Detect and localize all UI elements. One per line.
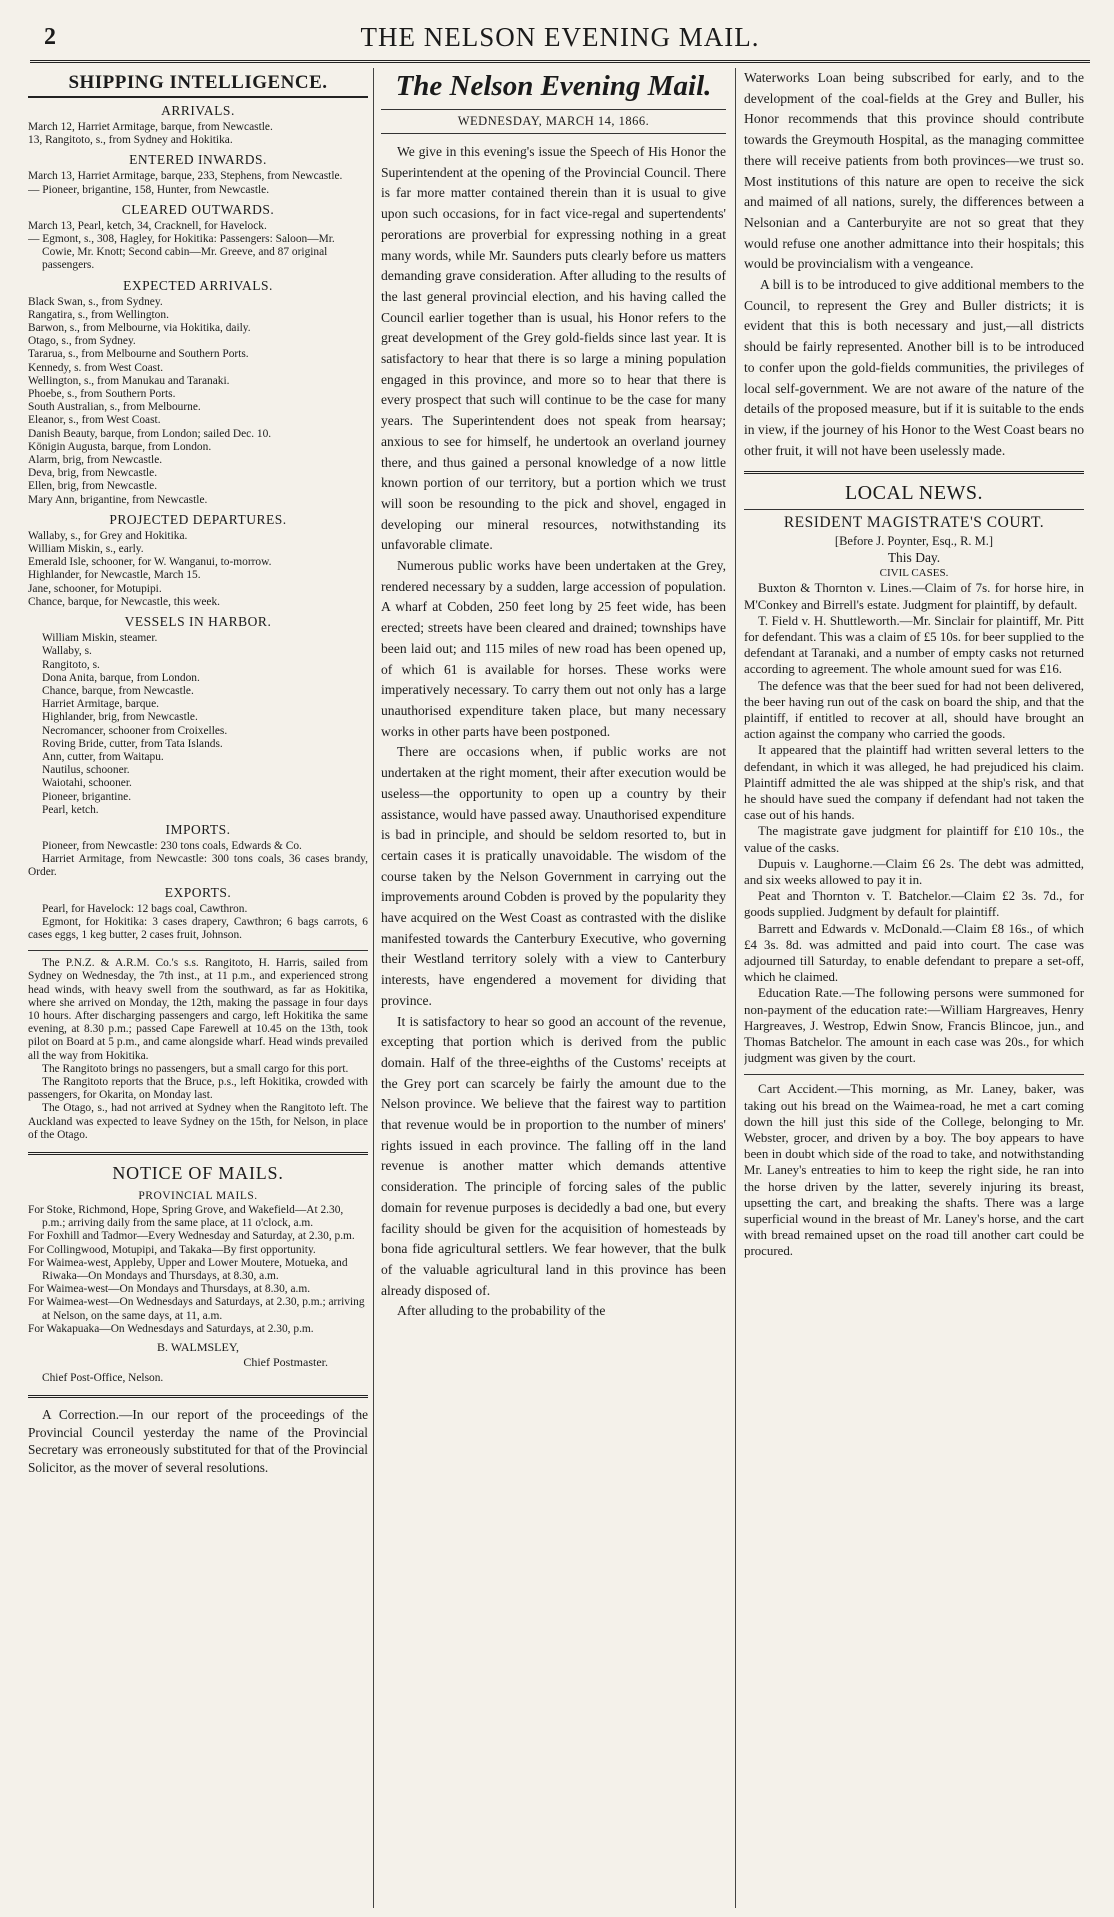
subheading: EXPORTS.: [164, 884, 232, 900]
list-item: Phoebe, s., from Southern Ports.: [28, 388, 176, 401]
list-item: Ann, cutter, from Waitapu.: [42, 750, 164, 763]
section-heading: SHIPPING INTELLIGENCE.: [28, 72, 368, 98]
list-item: — Pioneer, brigantine, 158, Hunter, from Newcastle.: [28, 183, 270, 196]
list-item: Necromancer, schooner from Croixelles.: [42, 724, 228, 737]
list-item: Eleanor, s., from West Coast.: [28, 414, 161, 427]
column-divider: [373, 68, 374, 1908]
list-item: Highlander, for Newcastle, March 15.: [28, 569, 201, 582]
paragraph: The P.N.Z. & A.R.M. Co.'s s.s. Rangitoto, H. Harris, sailed from Sydney on Wednesday, the 7th inst., at 11 p.m., and experienced strong head winds, with heavy swell from the southward, as far as Hokitika, where she arrived on Monday, the 12th, making the passage in four days 10 hours. After discharging passengers and cargo, left Hokitika the same evening, at 8.30 p.m.; passed Cape Farewell at 10.45 on the 13th, took pilot on Board at 5 p.m., and came alongside wharf. Head winds prevailed all the way from Hokitika.: [28, 957, 368, 1062]
list-item: Pioneer, from Newcastle: 230 tons coals, Edwards & Co.: [42, 839, 302, 852]
paragraph: The magistrate gave judgment for plaintiff for £10 10s., the value of the casks.: [744, 824, 1084, 855]
paragraph: Barrett and Edwards v. McDonald.—Claim £8 16s., of which £4 3s. 8d. was admitted and paid into court. The case was adjourned till Saturday, to enable defendant to prepare a set-off, which he claimed.: [744, 921, 1084, 985]
signature-title: Chief Postmaster.: [243, 1355, 328, 1370]
editorial-continued: [744, 68, 1084, 461]
list-item: 13, Rangitoto, s., from Sydney and Hokitika.: [28, 134, 233, 147]
divider: [744, 1074, 1084, 1075]
divider: [28, 1395, 368, 1398]
list-item: Rangitoto, s.: [42, 658, 100, 671]
list-item: Barwon, s., from Melbourne, via Hokitika, daily.: [28, 322, 251, 335]
list: [28, 170, 368, 196]
paragraph: After alluding to the probability of the: [397, 1303, 606, 1319]
list: [28, 632, 368, 817]
list-item: Egmont, for Hokitika: 3 cases drapery, Cawthron; 6 bags carrots, 6 cases eggs, 1 keg butter, 2 cases fruit, Johnson.: [28, 915, 368, 941]
list: [28, 903, 368, 943]
list-item: Kennedy, s. from West Coast.: [28, 361, 164, 374]
list-item: Dona Anita, barque, from London.: [42, 671, 200, 684]
list-item: Jane, schooner, for Motupipi.: [28, 582, 162, 595]
paragraph: There are occasions when, if public works are not undertaken at the right moment, their after execution would be useless—the opportunity to open up a country by their assistance, would have passed away. Unauthorised expenditure is bad in principle, and should be seldom resorted to, but in certain cases it is pratically unavoidable. The wisdom of the course taken by the Nelson Government in carrying out the improvements around Cobden is proved by the popularity they have acquired on the West Coast as contrasted with the dislike manifested towards the Canterbury Executive, who governing their Westland territory solely with a view to Canterbury interests, have engendered a movement for dividing that province.: [381, 744, 726, 1008]
subheading: PROVINCIAL MAILS.: [138, 1190, 258, 1202]
list-item: For Collingwood, Motupipi, and Takaka—By first opportunity.: [28, 1243, 316, 1256]
subheading: ARRIVALS.: [161, 103, 235, 118]
paragraph: Buxton & Thornton v. Lines.—Claim of 7s. for horse hire, in M'Conkey and Birrell's estate. Judgment for plaintiff, by default.: [744, 581, 1084, 612]
paragraph: A Correction.—In our report of the proceedings of the Provincial Council yesterday the name of the Provincial Secretary was erroneously substituted for that of the Provincial Solicitor, as the mover of several resolutions.: [28, 1407, 368, 1475]
paragraph: Waterworks Loan being subscribed for early, and to the development of the coal-fields at the Grey and Buller, his Honor recommends that this province should contribute towards the Greymouth Hospital, as the managing committee there will receive patients from both provinces—we trust so. Most institutions of this nature are open to receive the sick and maimed of all nations, surely, the differences between a Nelsonian and a Canterburyite are not so great that they would refuse one another admittance into their hospitals; this would be provincialism with a vengeance.: [744, 70, 1084, 272]
paragraph: Peat and Thornton v. T. Batchelor.—Claim £2 3s. 7d., for goods supplied. Judgment by default for plaintiff.: [744, 889, 1084, 920]
list-item: Emerald Isle, schooner, for W. Wanganui, to-morrow.: [28, 556, 272, 569]
list: [28, 121, 368, 147]
list-item: South Australian, s., from Melbourne.: [28, 401, 201, 414]
paper-title: THE NELSON EVENING MAIL.: [360, 22, 760, 52]
list: [28, 530, 368, 609]
section-heading: NOTICE OF MAILS.: [112, 1163, 284, 1183]
list-item: Highlander, brig, from Newcastle.: [42, 711, 198, 724]
list-item: Harriet Armitage, barque.: [42, 698, 160, 711]
list-item: Mary Ann, brigantine, from Newcastle.: [28, 493, 208, 506]
list-item: — Egmont, s., 308, Hagley, for Hokitika: Passengers: Saloon—Mr. Cowie, Mr. Knott; Second cabin—Mr. Greeve, and 87 original passengers.: [28, 233, 335, 272]
court-cases: [744, 580, 1084, 1066]
subheading: VESSELS IN HARBOR.: [124, 614, 272, 630]
paragraph: A bill is to be introduced to give additional members to the Council, to represent the Grey and Buller districts; it is evident that this is both necessary and just,—all districts should be fairly represented. Another bill is to be introduced to confer upon the gold-fields communities, the privileges of local self-government. We are not aware of the nature of the details of the proposed measure, but if it is suitable to the ends in view, if the journey of his Honor to the West Coast bears no other fruit, it will not have been uselessly made.: [744, 277, 1084, 458]
divider: [744, 471, 1084, 474]
list-item: Pioneer, brigantine.: [42, 790, 132, 803]
paragraph: The defence was that the beer sued for had not been delivered, the beer having run out of the cask on board the ship, and that the plaintiff, if entitled to recover at all, should have brought an action against the company who carried the goods.: [744, 678, 1084, 742]
subheading: EXPECTED ARRIVALS.: [123, 277, 273, 293]
court-day: This Day.: [887, 550, 941, 566]
divider: [744, 509, 1084, 510]
list-item: For Waimea-west, Appleby, Upper and Lower Moutere, Motueka, and Riwaka—On Mondays and Thursdays, at 8.30, a.m.: [28, 1256, 348, 1283]
paragraph: We give in this evening's issue the Speech of His Honor the Superintendent at the opening of the Provincial Council. There is far more matter contained therein than it is usual to give upon such occasions, for in fact vice-regal and supertendents' perorations are proverbial for expressing nothing in a great many words, while Mr. Saunders puts clearly before us matters demanding grave consideration. After alluding to the results of the last general provincial election, and his having called the Council earlier together than is usual, his Honor refers to the great development of the Grey gold-fields since last year. It is satisfactory to hear that there is so large a mining population engaged in this province, and more so to hear that there is every prospect that such will continue to be the case for many years. The Superintendent does not speak from hearsay; anxious to see for himself, he undertook an overland journey there, and thus gained a personal knowledge of a now little known portion of our territory, but a portion which we trust will soon be resounding to the pick and shovel, engaged in developing our mineral resources, notwithstanding its unfavorable climate.: [381, 144, 726, 553]
subheading: CIVIL CASES.: [879, 567, 949, 580]
list-item: Alarm, brig, from Newcastle.: [28, 454, 163, 467]
header-rule: [30, 60, 1090, 63]
subheading: CLEARED OUTWARDS.: [121, 201, 275, 217]
list-item: Pearl, for Havelock: 12 bags coal, Cawthron.: [42, 902, 248, 915]
subheading: ENTERED INWARDS.: [129, 152, 267, 168]
list-item: Wallaby, s.: [42, 645, 92, 658]
list: [28, 1204, 368, 1336]
list-item: Harriet Armitage, from Newcastle: 300 tons coals, 36 cases brandy, Order.: [28, 853, 368, 879]
column-divider: [735, 68, 736, 1908]
divider: [28, 950, 368, 951]
paragraph: The Otago, s., had not arrived at Sydney when the Rangitoto left. The Auckland was expected to leave Sydney on the 15th, for Nelson, in place of the Otago.: [28, 1102, 368, 1141]
column-editorial: [381, 68, 726, 1908]
list-item: Wellington, s., from Manukau and Taranaki.: [28, 374, 230, 387]
dateline: WEDNESDAY, MARCH 14, 1866.: [381, 109, 726, 134]
list-item: Black Swan, s., from Sydney.: [28, 295, 163, 308]
column-local-news: [744, 68, 1084, 1908]
office-line: Chief Post-Office, Nelson.: [42, 1372, 164, 1385]
list-item: For Stoke, Richmond, Hope, Spring Grove, and Wakefield—At 2.30, p.m.; arriving daily from the same place, at 11 o'clock, a.m.: [28, 1204, 344, 1230]
list-item: For Foxhill and Tadmor—Every Wednesday and Saturday, at 2.30, p.m.: [28, 1230, 355, 1243]
paragraph: Education Rate.—The following persons were summoned for non-payment of the education rate:—William Hargreaves, Henry Hargreaves, J. Westrop, Edwin Snow, Francis Blincoe, jun., and Thomas Batchelor. The amount in each case was 20s., for which judgment was given by the court.: [744, 986, 1084, 1066]
list-item: For Waimea-west—On Mondays and Thursdays, at 8.30, a.m.: [28, 1283, 311, 1296]
list-item: Danish Beauty, barque, from London; sailed Dec. 10.: [28, 427, 272, 440]
editorial-body: [381, 142, 726, 1322]
list-item: Rangatira, s., from Wellington.: [28, 308, 169, 321]
list-item: Ellen, brig, from Newcastle.: [28, 480, 158, 493]
list: [28, 220, 368, 273]
list-item: Roving Bride, cutter, from Tata Islands.: [42, 737, 223, 750]
list-item: William Miskin, steamer.: [42, 632, 158, 645]
masthead: The Nelson Evening Mail.: [395, 70, 712, 102]
paragraph: Dupuis v. Laughorne.—Claim £6 2s. The debt was admitted, and six weeks allowed to pay it in.: [744, 856, 1084, 888]
list: [28, 840, 368, 880]
list-item: Pearl, ketch.: [42, 803, 99, 816]
list-item: Nautilus, schooner.: [42, 764, 130, 777]
list-item: Wallaby, s., for Grey and Hokitika.: [28, 529, 188, 542]
subheading: PROJECTED DEPARTURES.: [109, 511, 287, 527]
list-item: Tararua, s., from Melbourne and Southern Ports.: [28, 348, 249, 361]
paragraph: T. Field v. H. Shuttleworth.—Mr. Sinclair for plaintiff, Mr. Pitt for defendant. This was a claim of £5 10s. for beer supplied to the defendant at Taranaki, and a number of empty casks not returned according to agreement. The whole amount sued for was £16.: [744, 613, 1084, 677]
signature: B. WALMSLEY,: [157, 1340, 239, 1355]
list-item: Chance, barque, for Newcastle, this week.: [28, 595, 220, 608]
paragraph: It appeared that the plaintiff had written several letters to the defendant, in which it was alleged, he had prejudiced his claim. Plaintiff admitted the ale was shipped at the ship's risk, and that he should have sued the company if defendant had not taken the case out of his hands.: [744, 743, 1084, 823]
list-item: For Waimea-west—On Wednesdays and Saturdays, at 2.30, p.m.; arriving at Nelson, on the same days, at 11, a.m.: [28, 1296, 365, 1322]
page-number: 2: [44, 24, 56, 50]
list-item: Königin Augusta, barque, from London.: [28, 440, 212, 453]
cart-accident: [744, 1081, 1084, 1259]
paragraph: Cart Accident.—This morning, as Mr. Laney, baker, was taking out his bread on the Waimea-road, he met a cart coming down the hill just this side of the College, belonging to Mr. Webster, grocer, and driven by a boy. The boy appears to have been in doubt which side of the road to take, and notwithstanding Mr. Laney's entreaties to him to keep the right side, he ran into the horse driven by the latter, severely injuring its breast, upsetting the cart, and breaking the shafts. There was a large superficial wound in the breast of Mr. Laney's horse, and the cart with bread remained upset on the road till another cart could be procured.: [744, 1082, 1084, 1259]
list-item: Chance, barque, from Newcastle.: [42, 684, 194, 697]
list-item: Otago, s., from Sydney.: [28, 335, 136, 348]
list: [28, 296, 368, 507]
column-shipping: [28, 68, 368, 1908]
list-item: William Miskin, s., early.: [28, 543, 144, 556]
list-item: Waiotahi, schooner.: [42, 777, 132, 790]
court-bench: [Before J. Poynter, Esq., R. M.]: [834, 534, 994, 549]
list-item: March 13, Pearl, ketch, 34, Cracknell, for Havelock.: [28, 219, 267, 232]
list-item: Deva, brig, from Newcastle.: [28, 467, 158, 480]
divider: [28, 1152, 368, 1155]
section-heading: LOCAL NEWS.: [844, 482, 984, 505]
paragraph: The Rangitoto brings no passengers, but a small cargo for this port.: [42, 1062, 349, 1075]
paragraph: Numerous public works have been undertaken at the Grey, rendered necessary by a sudden, large accession of population. A wharf at Cobden, 250 feet long by 25 feet wide, has been erected; streets have been cleared and drained; townships have been laid out; and 115 miles of new road has been opened up, of which 61 is available for horses. These works were imperatively necessary. To carry them out not only has a large unauthorised expenditure taken place, but many necessary works in other parts have been postponed.: [381, 558, 726, 739]
list-item: For Wakapuaka—On Wednesdays and Saturdays, at 2.30, p.m.: [28, 1322, 314, 1335]
paragraph: It is satisfactory to hear so good an account of the revenue, excepting that portion which is derived from the public domain. Half of the three-eighths of the Customs' receipts at the Grey port can scarcely be fairly the amount due to the Nelson province. We believe that the fairest way to partition that revenue would be in proportion to the number of miners' rights issued in each province. The falling off in the land revenue is another matter which demands attentive consideration. The principle of forcing sales of the public domain for revenue purposes is decidedly a bad one, but every facility should be given for the acquisition of homesteads by bona fide agricultural settlers. We fear however, that the bulk of the valuable agricultural land in this province has been already disposed of.: [381, 1013, 726, 1298]
court-heading: RESIDENT MAGISTRATE'S COURT.: [783, 514, 1045, 532]
subheading: IMPORTS.: [165, 821, 231, 837]
page-header: [30, 20, 1090, 60]
correction-notice: [28, 1406, 368, 1476]
list-item: March 12, Harriet Armitage, barque, from Newcastle.: [28, 121, 273, 133]
list-item: March 13, Harriet Armitage, barque, 233, Stephens, from Newcastle.: [28, 170, 343, 183]
shipping-report: [28, 957, 368, 1142]
paragraph: The Rangitoto reports that the Bruce, p.s., left Hokitika, crowded with passengers, for Okarita, on Monday last.: [28, 1075, 368, 1102]
